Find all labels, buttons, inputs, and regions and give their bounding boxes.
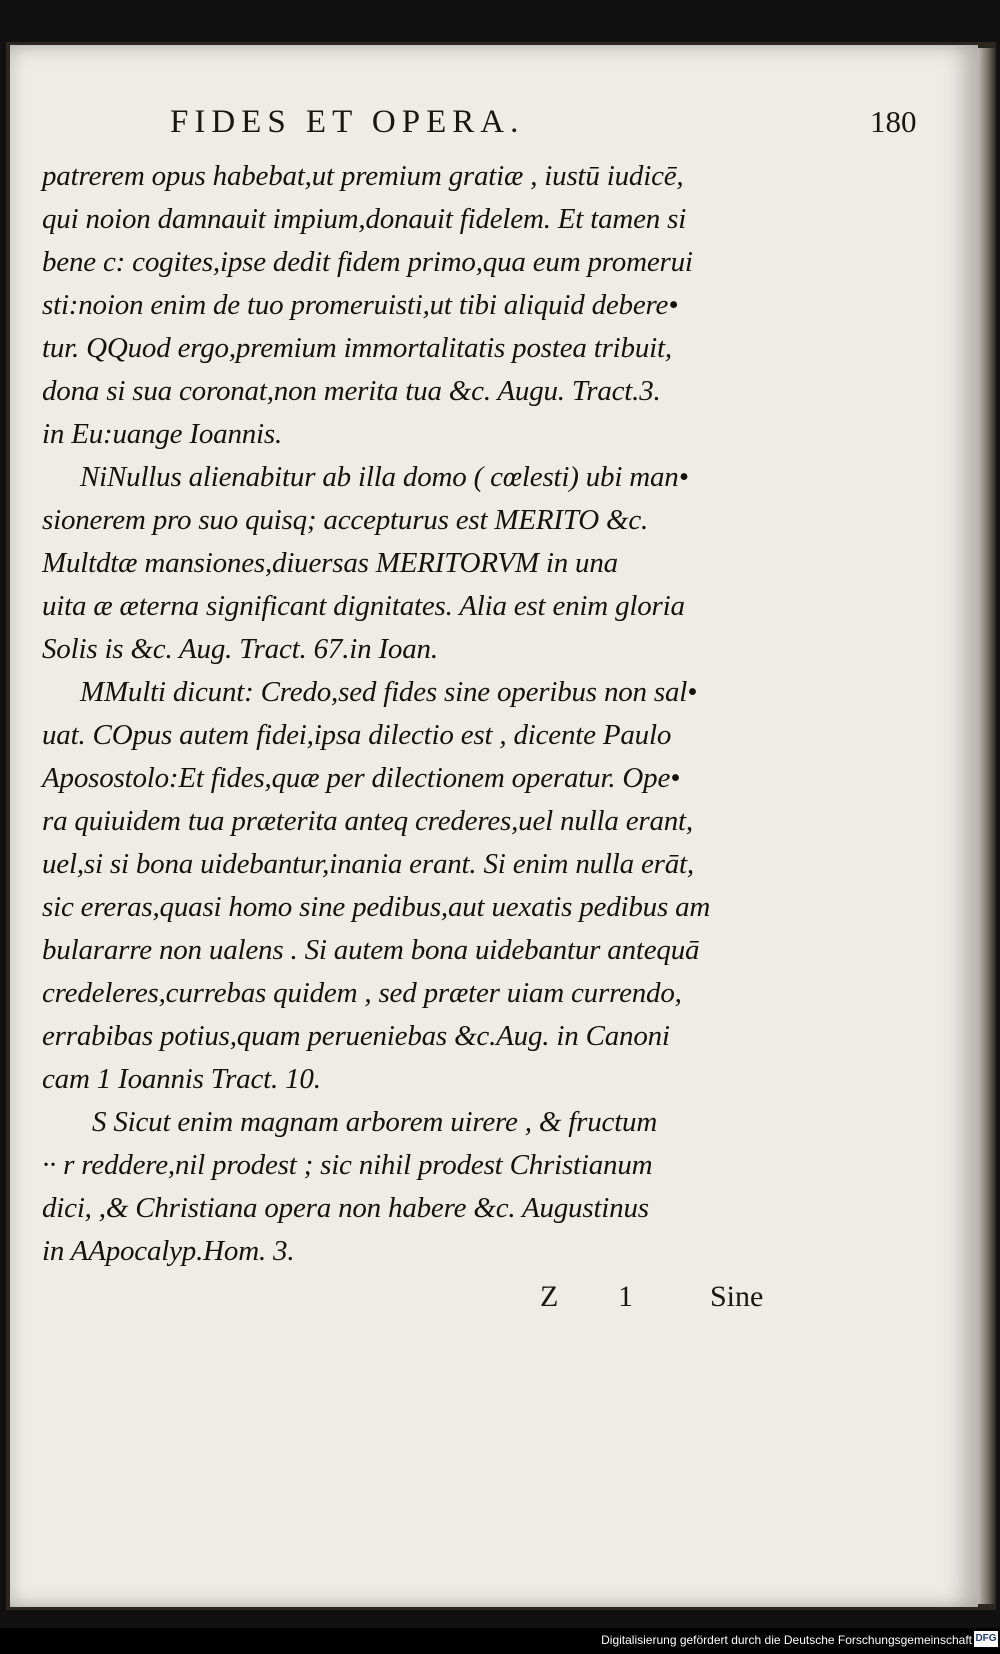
text-line: sionerem pro suo quisq; accepturus est MERITO &c. — [42, 504, 649, 536]
text-line: uat. COpus autem fidei,ipsa dilectio est , dicente Paulo — [42, 719, 672, 751]
signature-letter: Z — [540, 1280, 559, 1313]
text-line: Aposostolo:Et fides,quæ per dilectionem operatur. Ope• — [42, 762, 681, 794]
signature-marks — [540, 1280, 780, 1320]
body-text — [42, 155, 782, 1273]
text-line: S Sicut enim magnam arborem uirere , & fructum — [92, 1106, 658, 1138]
text-line: errabibas potius,quam perueniebas &c.Aug. in Canoni — [42, 1020, 670, 1052]
text-line: MMulti dicunt: Credo,sed fides sine operibus non sal• — [80, 676, 698, 708]
text-line: Multdtæ mansiones,diuersas MERITORVM in una — [42, 547, 618, 579]
text-line: qui noion damnauit impium,donauit fidelem. Et tamen si — [42, 203, 687, 235]
text-line: bulararre non ualens . Si autem bona uidebantur antequā — [42, 934, 700, 966]
text-line: in Eu:uange Ioannis. — [42, 418, 283, 450]
text-line: sti:noion enim de tuo promeruisti,ut tibi aliquid debere• — [42, 289, 679, 321]
text-line: sic ereras,quasi homo sine pedibus,aut uexatis pedibus am — [42, 891, 711, 923]
text-line: ra quiuidem tua præterita anteq crederes,uel nulla erant, — [42, 805, 693, 837]
text-line: tur. QQuod ergo,premium immortalitatis postea tribuit, — [42, 332, 672, 364]
text-line: uel,si si bona uidebantur,inania erant. Si enim nulla erāt, — [42, 848, 694, 880]
running-title: FIDES ET OPERA. — [170, 104, 525, 140]
catchword: Sine — [710, 1280, 764, 1313]
text-line: ·· r reddere,nil prodest ; sic nihil prodest Christianum — [42, 1149, 653, 1181]
page-edge — [978, 48, 996, 1604]
dfg-logo: DFG — [974, 1631, 998, 1647]
text-line: NiNullus alienabitur ab illa domo ( cœlesti) ubi man• — [80, 461, 689, 493]
text-line: bene c: cogites,ipse dedit fidem primo,qua eum promerui — [42, 246, 693, 278]
text-line: uita æ æterna significant dignitates. Alia est enim gloria — [42, 590, 685, 622]
digitization-footer — [0, 1628, 1000, 1654]
signature-number: 1 — [618, 1280, 633, 1313]
footer-credit: Digitalisierung gefördert durch die Deutsche Forschungsgemeinschaft — [601, 1633, 972, 1647]
text-line: dona si sua coronat,non merita tua &c. Augu. Tract.3. — [42, 375, 661, 407]
text-line: cam 1 Ioannis Tract. 10. — [42, 1063, 321, 1095]
text-line: dici, ,& Christiana opera non habere &c. Augustinus — [42, 1192, 649, 1224]
page-header — [170, 104, 917, 148]
page-number: 180 — [870, 104, 917, 139]
text-line: in AApocalyp.Hom. 3. — [42, 1235, 295, 1267]
text-line: Solis is &c. Aug. Tract. 67.in Ioan. — [42, 633, 438, 665]
text-line: patrerem opus habebat,ut premium gratiæ , iustū iudicē, — [42, 160, 684, 192]
text-line: credeleres,currebas quidem , sed præter uiam currendo, — [42, 977, 682, 1009]
